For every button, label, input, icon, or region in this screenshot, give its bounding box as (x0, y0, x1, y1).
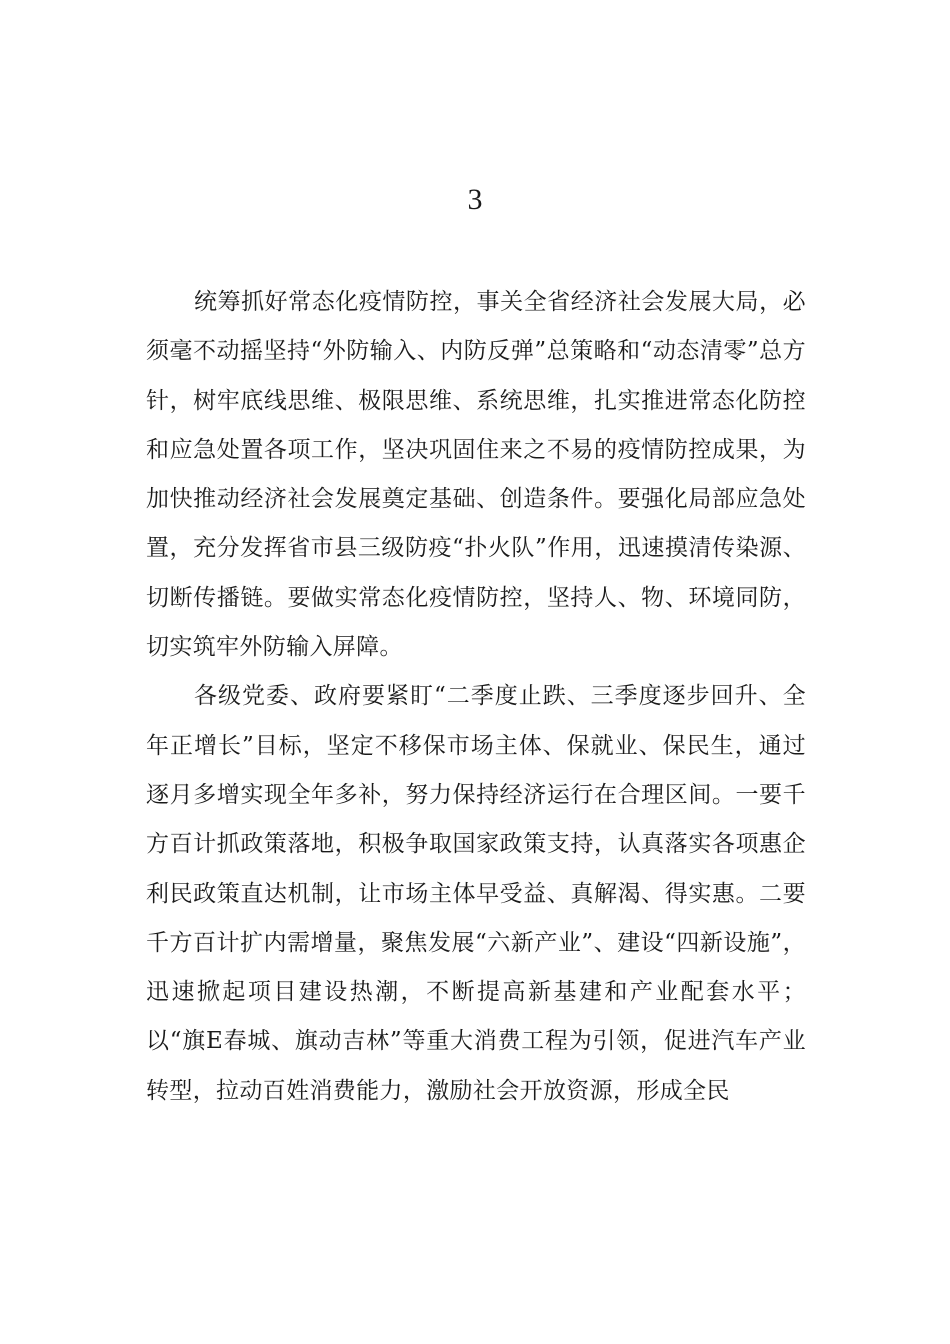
paragraph-epidemic-control: 统筹抓好常态化疫情防控，事关全省经济社会发展大局，必须毫不动摇坚持“外防输入、内防反弹”总策略和“动态清零”总方针，树牢底线思维、极限思维、系统思维，扎实推进常态化防控和应急处置各项工作，坚决巩固住来之不易的疫情防控成果，为加快推动经济社会发展奠定基础、创造条件。要强化局部应急处置，充分发挥省市县三级防疫“扑火队”作用，迅速摸清传染源、切断传播链。要做实常态化疫情防控，坚持人、物、环境同防，切实筑牢外防输入屏障。 (146, 289, 806, 661)
page-number: 3 (467, 183, 483, 216)
document-body (146, 278, 806, 1116)
paragraph-economic-targets: 各级党委、政府要紧盯“二季度止跌、三季度逐步回升、全年正增长”目标，坚定不移保市场主体、保就业、保民生，通过逐月多增实现全年多补，努力保持经济运行在合理区间。一要千方百计抓政策落地，积极争取国家政策支持，认真落实各项惠企利民政策直达机制，让市场主体早受益、真解渴、得实惠。二要千方百计扩内需增量，聚焦发展“六新产业”、建设“四新设施”，迅速掀起项目建设热潮，不断提高新基建和产业配套水平；以“旗E春城、旗动吉林”等重大消费工程为引领，促进汽车产业转型，拉动百姓消费能力，激励社会开放资源，形成全民 (146, 683, 806, 1104)
